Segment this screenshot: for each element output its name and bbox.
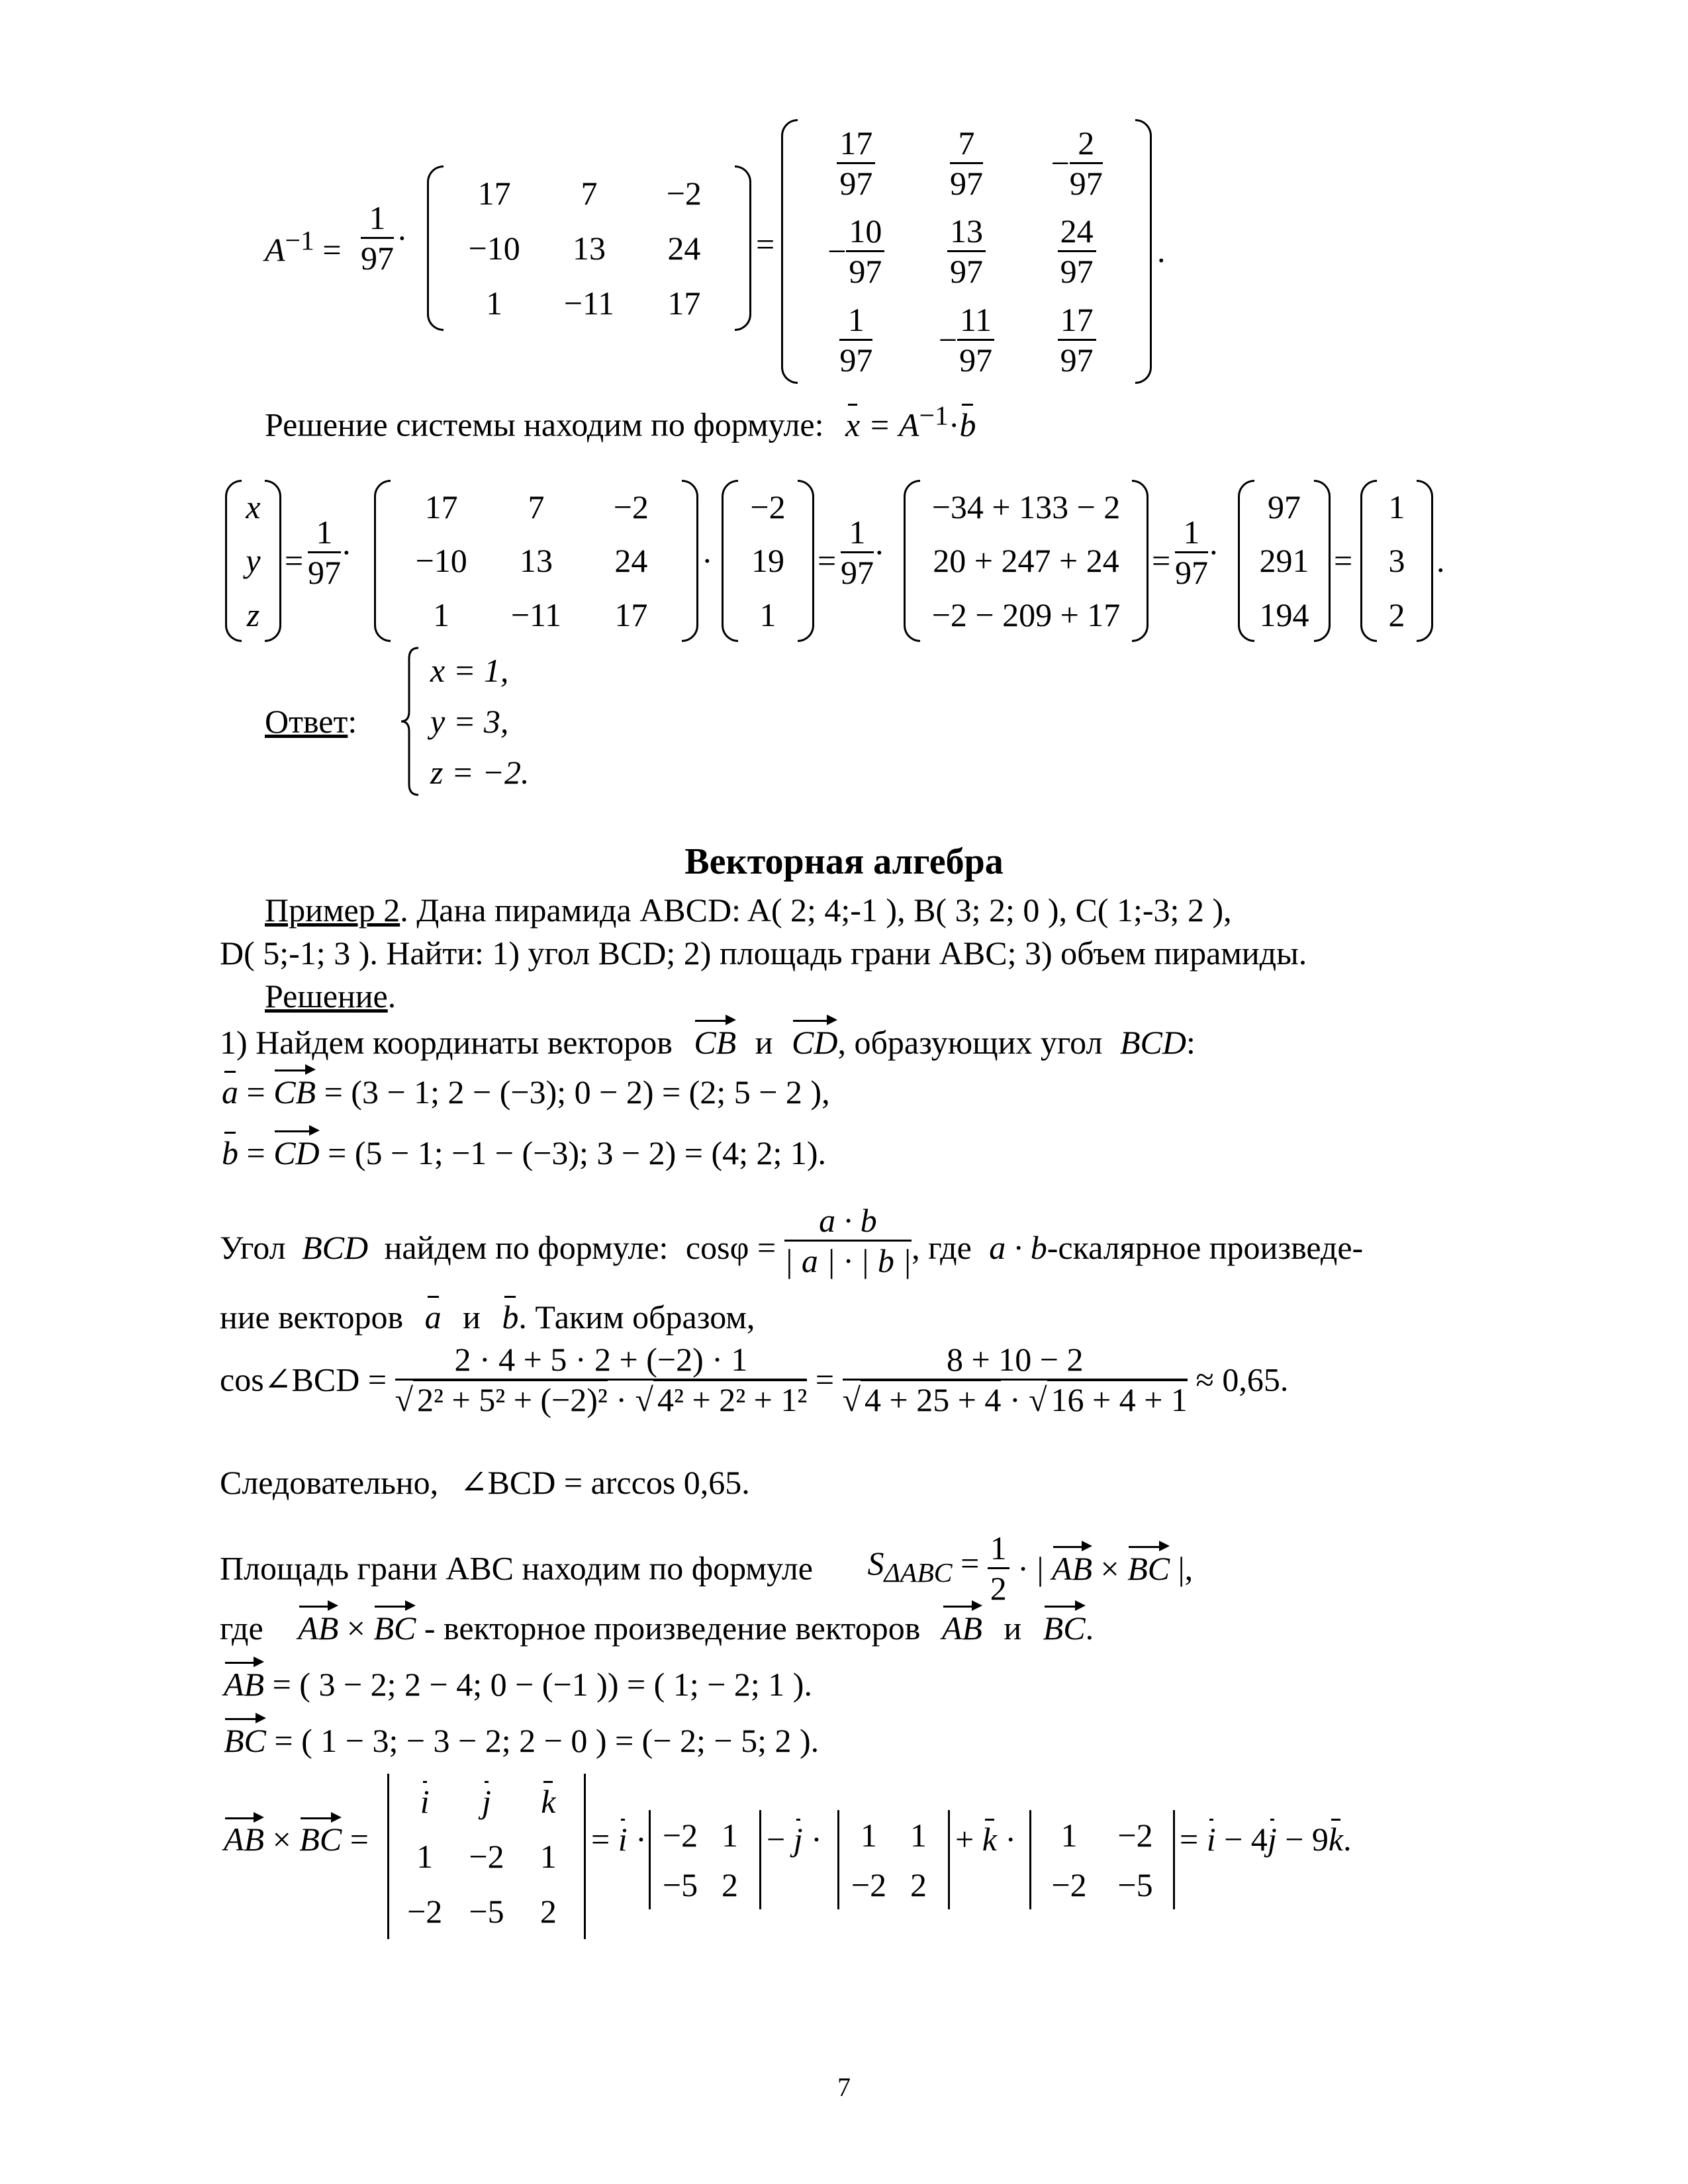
cross-lhs: AB × BC = (224, 1821, 369, 1858)
vector-b-line: b = CD = (5 − 1; −1 − (−3); 3 − 2) = (4; 2; 1). (222, 1134, 827, 1171)
vector-cell: 19 (751, 542, 784, 580)
conclusion-line: Следовательно, ∠BCD = arccos 0,65. (220, 1464, 750, 1501)
example-line-2: D( 5;-1; 3 ). Найти: 1) угол BCD; 2) площадь грани ABC; 3) объем пирамиды. (220, 934, 1307, 972)
minor-cell: −2 (851, 1866, 887, 1903)
minor-cell: 1 (1060, 1816, 1078, 1854)
solution-label: Решение. (265, 978, 397, 1015)
vector-a-line: a = CB = (3 − 1; 2 − (−3); 0 − 2) = (2; 5 − 2 ), (222, 1073, 830, 1111)
matrix-cell: 1 (486, 285, 503, 322)
bc-coords: BC = ( 1 − 3; − 3 − 2; 2 − 0 ) = (− 2; − 5; 2 ). (224, 1722, 820, 1759)
ab-coords: AB = ( 3 − 2; 2 − 4; 0 − (−1 )) = ( 1; − 2; 1 ). (224, 1666, 812, 1703)
minor-cell: 1 (722, 1816, 738, 1854)
solution-intro: Решение системы находим по формуле: $x = A^{-1}\cdot b$ (265, 400, 976, 443)
matrix-cell: −2 (666, 174, 702, 212)
matrix-cell: −10 (468, 229, 520, 267)
step1-line: 1) Найдем координаты векторов CB и CD, образующих угол BCD: (220, 1024, 1196, 1061)
determinant-cell: 1 (416, 1837, 434, 1875)
fraction-cell: − $\frac{10}{97}$ (827, 212, 884, 291)
inverse-lhs: $A^{-1}$ = (265, 226, 342, 269)
determinant-cell: k (541, 1782, 556, 1820)
vector-cell: 194 (1259, 596, 1309, 634)
matrix-cell: 1 (433, 596, 450, 634)
fraction-cell: − $\frac{11}{97}$ (939, 300, 994, 379)
vector-cell: −2 (750, 488, 786, 525)
matrix-cell: 7 (581, 174, 598, 212)
vector-cell: 1 (759, 596, 776, 634)
cos-phi-fraction: $\frac{a \cdot b}{| a | \cdot | b |}$ (784, 1202, 912, 1279)
vector-cell: 2 (1388, 596, 1405, 634)
vector-cell: 291 (1259, 542, 1309, 580)
cross-determinant (387, 1774, 586, 1939)
angle-continuation: ние векторов a и b. Таким образом, (220, 1298, 755, 1336)
example-line-1: Пример 2. Дана пирамида ABCD: A( 2; 4;-1 ), B( 3; 2; 0 ), C( 1;-3; 2 ), (265, 891, 1232, 929)
b-vector (722, 480, 814, 642)
matrix-cell: 7 (528, 488, 545, 525)
fraction-cell: − $\frac{2}{97}$ (1051, 124, 1103, 203)
matrix-cell: 17 (614, 596, 648, 634)
minor-1 (649, 1810, 761, 1909)
inverse-matrix (427, 165, 751, 331)
matrix-cell: 24 (614, 542, 648, 580)
determinant-cell: −2 (407, 1893, 443, 1931)
fraction-cell: $\frac{17}{97}$ (837, 124, 875, 203)
minor-cell: 1 (910, 1816, 927, 1854)
minor-cell: −5 (662, 1866, 698, 1903)
variable-cell: x (246, 488, 261, 525)
answer-lines: x = 1, y = 3, z = −2. (430, 652, 530, 791)
vector-cell: 97 (1268, 488, 1301, 525)
cos-calculation: cos∠BCD = $\frac{2 \cdot 4 + 5 \cdot 2 + (-2) \cdot 1}{\text{√ 2² + 5² + (−2)² · √ 4² + 2² + 1²}}$ = $\frac{8 + 10 - 2}{√ 4 + 25 + 4 \cdot √ 16 + 4 + 1}$ ≈ 0,65. (220, 1341, 1289, 1418)
minor-2 (837, 1810, 950, 1909)
determinant-cell: 2 (539, 1893, 557, 1931)
fraction-cell: $\frac{13}{97}$ (947, 212, 986, 291)
answer-brace (397, 645, 424, 797)
vector-cell: 20 + 247 + 24 (933, 542, 1119, 580)
result-vector (1360, 480, 1433, 642)
minor-cell: 2 (910, 1866, 927, 1903)
determinant-cell: −2 (469, 1837, 504, 1875)
sums-vector (1238, 480, 1331, 642)
minor-cell: 1 (861, 1816, 877, 1854)
matrix-cell: 24 (667, 229, 701, 267)
fraction-cell: $\frac{1}{97}$ (839, 300, 873, 379)
matrix-cell: 17 (424, 488, 458, 525)
system-coef: $\frac{1}{97}$ · (308, 514, 352, 591)
matrix-cell: 13 (519, 542, 553, 580)
minor-3 (1029, 1810, 1175, 1909)
page-number: 7 (837, 2072, 851, 2102)
expanded-vector (904, 480, 1149, 642)
determinant-cell: i (420, 1782, 430, 1820)
vector-cell: −34 + 133 − 2 (931, 488, 1121, 525)
system-matrix (374, 480, 698, 642)
matrix-cell: −10 (415, 542, 467, 580)
minor-cell: 2 (722, 1866, 738, 1903)
matrix-cell: −2 (613, 488, 649, 525)
vector-cell: 1 (1388, 488, 1405, 525)
cross-description: где AB × BC - векторное произведение векторов AB и BC. (220, 1610, 1094, 1647)
inverse-coef: $\frac{1}{97}$ · (361, 199, 408, 277)
minor-cell: −5 (1117, 1866, 1153, 1903)
answer-label: Ответ: (265, 703, 357, 740)
fraction-cell: $\frac{7}{97}$ (949, 124, 983, 203)
section-title: Векторная алгебра (684, 841, 1004, 882)
vector-cell: −2 − 209 + 17 (931, 596, 1121, 634)
matrix-cell: 13 (572, 229, 606, 267)
variable-cell: y (246, 542, 261, 580)
minor-cell: −2 (662, 1816, 698, 1854)
minor-cell: −2 (1051, 1866, 1087, 1903)
minor-cell: −2 (1117, 1816, 1153, 1854)
determinant-cell: j (482, 1782, 491, 1820)
matrix-cell: −11 (510, 596, 562, 634)
area-line: Площадь грани ABC находим по формуле $S_{\Delta ABC}$ = $\frac{1}{2}$ · | AB × BC |, (220, 1529, 1194, 1607)
vars-vector (225, 480, 281, 642)
cross-result: = i − 4j − 9k. (1180, 1821, 1352, 1858)
matrix-cell: −11 (563, 285, 615, 322)
variable-cell: z (246, 596, 260, 634)
matrix-cell: 17 (667, 285, 701, 322)
solution-formula: $x = A^{-1}\cdot b$ (845, 400, 976, 443)
determinant-cell: −5 (469, 1893, 504, 1931)
fraction-cell: $\frac{24}{97}$ (1058, 212, 1096, 291)
fraction-cell: $\frac{17}{97}$ (1058, 300, 1096, 379)
inverse-fraction-matrix (781, 119, 1152, 384)
matrix-cell: 17 (477, 174, 511, 212)
vector-cell: 3 (1388, 542, 1405, 580)
determinant-cell: 1 (539, 1837, 557, 1875)
angle-formula-line: Угол BCD найдем по формуле: cosφ = $\frac{a \cdot b}{| a | \cdot | b |}$ , где a · b-скалярное произведе- (220, 1202, 1364, 1279)
